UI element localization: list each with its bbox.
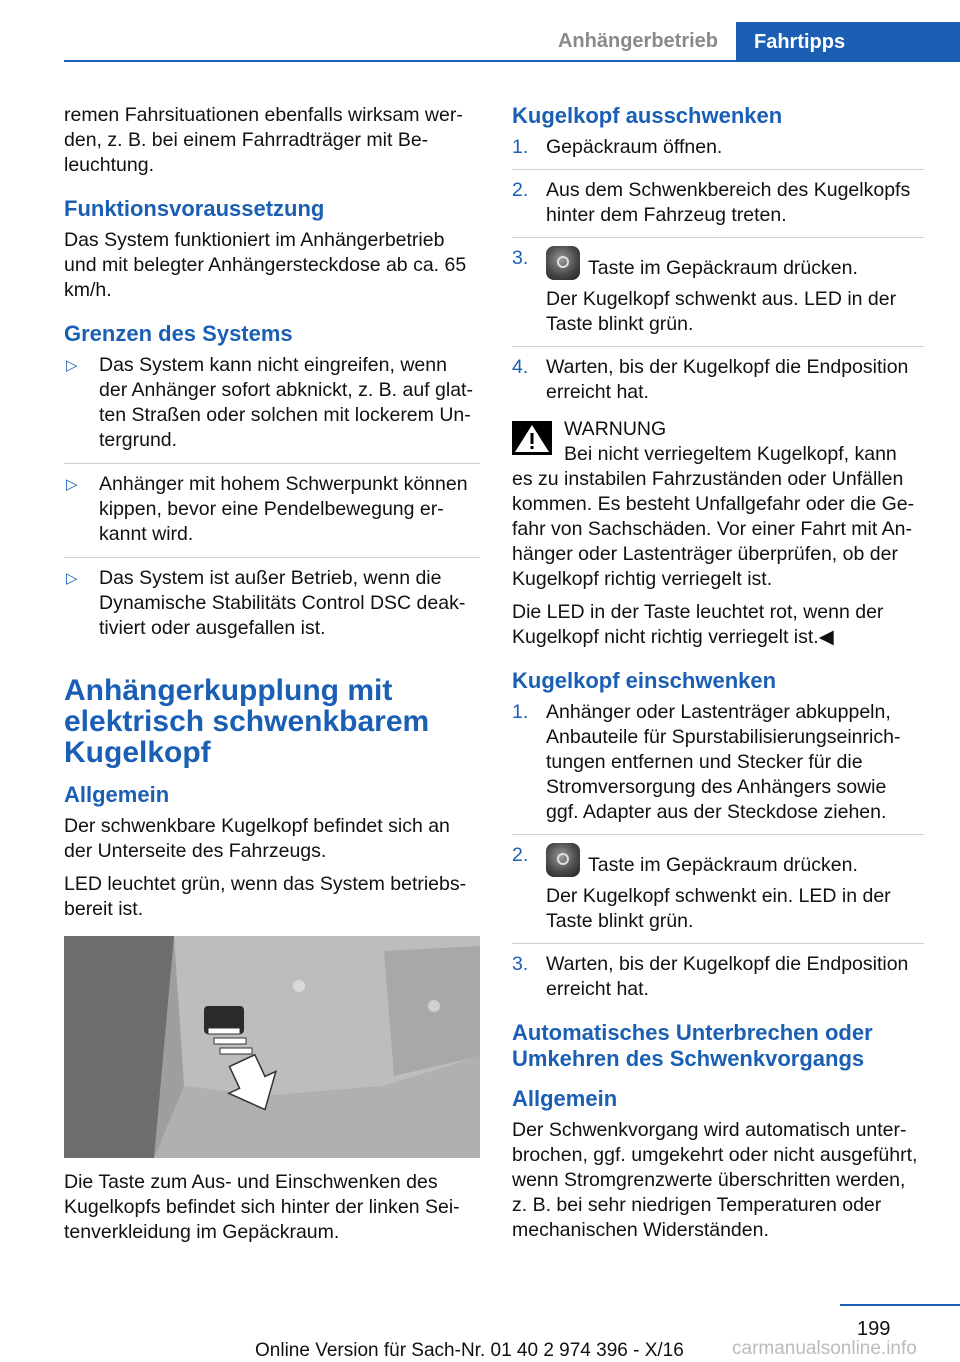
- heading-ausschwenken: Kugelkopf ausschwenken: [512, 103, 783, 128]
- warning-title: WARNUNG: [564, 418, 667, 440]
- list-item: ▷ Das System ist außer Betrieb, wenn die Dynamische Stabilitäts Control DSC deaktiviert oder ausgefallen ist.: [64, 557, 480, 641]
- list-item: ▷ Anhänger mit hohem Schwerpunkt können kippen, bevor eine Pendelbewegung erkannt wird.: [64, 463, 480, 547]
- list-item: ▷ Das System kann nicht eingreifen, wenn der Anhänger sofort abknickt, z. B. auf glatten Straßen oder solchen mit lockerem Untergrund.: [66, 354, 473, 451]
- heading-grenzen: Grenzen des Systems: [64, 321, 293, 346]
- step-item: 1. Gepäckraum öffnen.: [512, 136, 723, 158]
- triangle-bullet-icon: ▷: [66, 570, 78, 587]
- trunk-illustration: [64, 936, 480, 1158]
- ausschwenken-steps: [512, 135, 924, 405]
- left-column: [64, 103, 480, 1253]
- header-section-title: Anhängerbetrieb: [557, 30, 719, 52]
- warning-block: [512, 417, 924, 592]
- tow-hitch-button-icon: [546, 843, 580, 877]
- online-version-note: Online Version für Sach-Nr. 01 40 2 974 396 - X/16: [255, 1340, 684, 1361]
- paragraph-funktion: Das System funktioniert im Anhängerbetrieb und mit belegter Anhängersteckdose ab ca. 65 km/h.: [64, 229, 467, 301]
- step-item: 3. Taste im Gepäckraum drücken. Der Kugelkopf schwenkt aus. LED in der Taste blinkt grün.: [512, 237, 924, 337]
- header-rule: [64, 60, 960, 62]
- watermark: carmanualsonline.info: [732, 1338, 917, 1359]
- intro-paragraph: remen Fahrsituationen ebenfalls wirksam werden, z. B. bei einem Fahrradträger mit Beleuchtung.: [64, 104, 463, 176]
- header-chapter-tab: Fahrtipps: [736, 22, 960, 62]
- heading-allgemein-2: Allgemein: [512, 1086, 618, 1111]
- tow-hitch-button-icon: [546, 246, 580, 280]
- warning-triangle-icon: [512, 421, 552, 455]
- step-item: 2. Aus dem Schwenkbereich des Kugelkopfs hinter dem Fahrzeug treten.: [512, 169, 924, 228]
- page-number: 199: [857, 1318, 891, 1340]
- triangle-bullet-icon: ▷: [66, 357, 78, 374]
- paragraph-allgemein-1: Der schwenkbare Kugelkopf befindet sich an der Unterseite des Fahrzeugs.: [64, 815, 450, 862]
- trunk-photo: [64, 936, 480, 1158]
- step-item: 1. Anhänger oder Lastenträger abkuppeln, Anbauteile für Spurstabilisierungseinrichtungen entfernen und Stecker für die Stromversorgung des Anhängers sowie ggf. Adapter aus der Steckdose ziehen.: [512, 701, 901, 823]
- heading-automatisch: Automatisches Unterbrechen oder Umkehren des Schwenkvorgangs: [512, 1020, 873, 1071]
- step-item: 4. Warten, bis der Kugelkopf die Endposition erreicht hat.: [512, 346, 924, 405]
- limits-list: [64, 353, 480, 641]
- step-item: 2. Taste im Gepäckraum drücken. Der Kugelkopf schwenkt ein. LED in der Taste blinkt grün.: [512, 834, 924, 934]
- heading-einschwenken: Kugelkopf einschwenken: [512, 668, 777, 693]
- triangle-bullet-icon: ▷: [66, 476, 78, 493]
- warning-text-first: Bei nicht verriegeltem Kugelkopf, kann: [564, 443, 897, 465]
- paragraph-automatisch: Der Schwenkvorgang wird automatisch unterbrochen, ggf. umgekehrt oder nicht ausgeführt, wenn Stromgrenzwerte überschritten werden, z. B. bei sehr niedrigen Temperaturen oder mechanischen Widerständen.: [512, 1119, 918, 1241]
- heading-funktionsvoraussetzung: Funktionsvoraussetzung: [64, 196, 325, 221]
- heading-allgemein: Allgemein: [64, 782, 170, 807]
- chapter-heading: Anhängerkupplung mit elektrisch schwenkbarem Kugelkopf: [64, 674, 430, 769]
- right-column: [512, 103, 924, 1251]
- led-note: Die LED in der Taste leuchtet rot, wenn der Kugelkopf nicht richtig verriegelt ist.◀: [512, 601, 884, 648]
- photo-caption: Die Taste zum Aus- und Einschwenken des Kugelkopfs befindet sich hinter der linken Seitenverkleidung im Gepäckraum.: [64, 1171, 460, 1243]
- footer-rule: [840, 1304, 960, 1306]
- paragraph-allgemein-2: LED leuchtet grün, wenn das System betriebsbereit ist.: [64, 873, 467, 920]
- warning-text: es zu instabilen Fahrzuständen oder Unfällen kommen. Es besteht Unfallgefahr oder die Gefahr von Sachschäden. Vor einer Fahrt mit Anhänger oder Lastenträger überprüfen, ob der Kugelkopf richtig verriegelt ist.: [512, 468, 915, 590]
- einschwenken-steps: [512, 700, 924, 1002]
- step-item: 3. Warten, bis der Kugelkopf die Endposition erreicht hat.: [512, 943, 924, 1002]
